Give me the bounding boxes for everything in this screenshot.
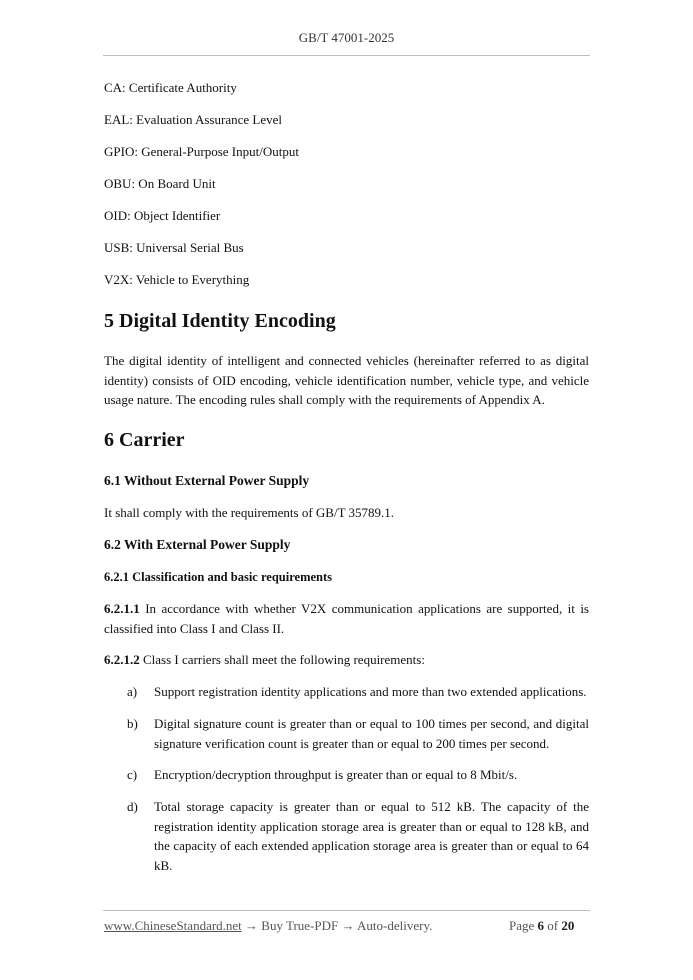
clause-6-2-1-1 xyxy=(104,599,589,638)
page-number: 6 xyxy=(537,918,545,933)
page-total: 20 xyxy=(561,918,575,933)
abbreviation-obu: OBU: On Board Unit xyxy=(104,176,216,191)
abbreviation-eal: EAL: Evaluation Assurance Level xyxy=(104,112,282,127)
section-5-heading: 5 Digital Identity Encoding xyxy=(104,310,336,332)
footer-rule xyxy=(103,910,590,911)
clause-text: In accordance with whether V2X communication applications are supported, it is classified into Class I and Class II. xyxy=(104,601,589,636)
abbreviation-usb: USB: Universal Serial Bus xyxy=(104,240,244,255)
abbreviation-oid: OID: Object Identifier xyxy=(104,208,221,223)
section-6-1-heading: 6.1 Without External Power Supply xyxy=(104,473,310,488)
section-6-1-paragraph: It shall comply with the requirements of GB/T 35789.1. xyxy=(104,505,395,520)
of-word: of xyxy=(544,918,562,933)
page-header: GB/T 47001-2025 xyxy=(298,30,395,45)
abbreviation-v2x: V2X: Vehicle to Everything xyxy=(104,272,250,287)
list-text: Encryption/decryption throughput is greater than or equal to 8 Mbit/s. xyxy=(154,767,518,782)
section-5-paragraph: The digital identity of intelligent and connected vehicles (hereinafter referred to as digital identity) consists of OID encoding, vehicle identification number, vehicle type, and vehicle usage nature. The encoding rules shall comply with the requirements of Appendix A. xyxy=(104,353,589,407)
section-6-2-1-heading: 6.2.1 Classification and basic requirements xyxy=(104,570,333,584)
section-6-heading: 6 Carrier xyxy=(104,429,185,451)
abbreviation-gpio: GPIO: General-Purpose Input/Output xyxy=(104,144,299,159)
page-indicator xyxy=(509,918,574,934)
clause-number: 6.2.1.1 xyxy=(104,601,140,616)
section-6-2-heading: 6.2 With External Power Supply xyxy=(104,537,291,552)
list-marker: d) xyxy=(127,799,138,814)
list-marker: b) xyxy=(127,716,138,731)
list-marker: a) xyxy=(127,684,138,699)
clause-text: Class I carriers shall meet the following requirements: xyxy=(139,652,425,667)
clause-number: 6.2.1.2 xyxy=(104,652,140,667)
footer-left xyxy=(104,918,432,934)
list-marker: c) xyxy=(127,767,138,782)
list-text: Digital signature count is greater than or equal to 100 times per second, and digital signature verification count is greater than or equal to 200 times per second. xyxy=(154,716,589,751)
abbreviation-ca: CA: Certificate Authority xyxy=(104,80,237,95)
footer-tagline: → Buy True-PDF → Auto-delivery. xyxy=(241,918,433,933)
list-text: Total storage capacity is greater than or equal to 512 kB. The capacity of the registration identity application storage area is greater than or equal to 128 kB, and the capacity of each extended application storage area is greater than or equal to 64 kB. xyxy=(154,799,589,873)
page-word: Page xyxy=(509,918,538,933)
site-link[interactable]: www.ChineseStandard.net xyxy=(104,918,242,933)
clause-6-2-1-2 xyxy=(104,650,589,670)
list-text: Support registration identity applications and more than two extended applications. xyxy=(154,684,587,699)
header-rule xyxy=(103,55,590,56)
